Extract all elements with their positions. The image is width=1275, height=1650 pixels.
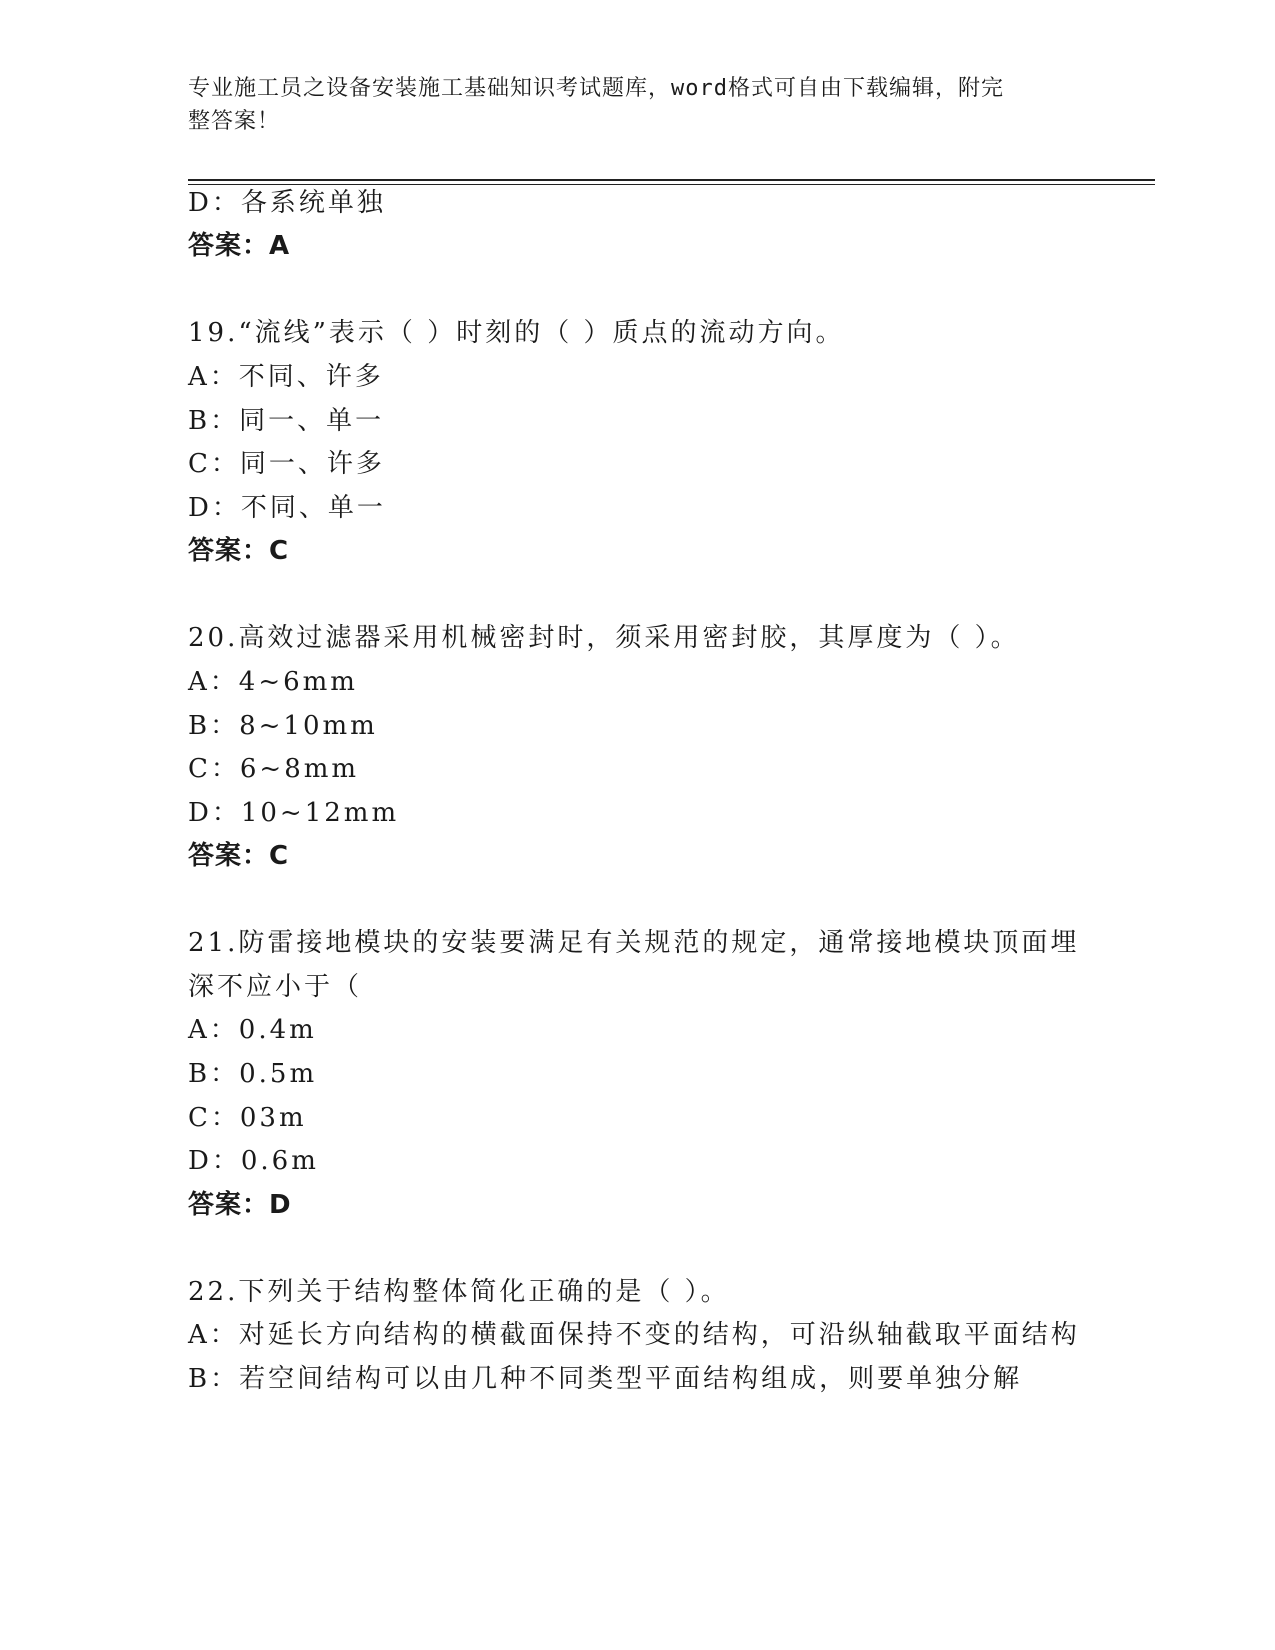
q20-stem: 20.高效过滤器采用机械密封时，须采用密封胶，其厚度为（ ）。 <box>188 623 1020 653</box>
q20-answer: 答案：C <box>188 841 290 871</box>
q21-option-d: D：0.6m <box>188 1146 319 1176</box>
q21-option-c: C：03m <box>188 1103 307 1133</box>
q22-option-b: B：若空间结构可以由几种不同类型平面结构组成，则要单独分解 <box>188 1364 1023 1394</box>
q21-option-a: A：0.4m <box>188 1015 317 1045</box>
header-title-line-2: 整答案！ <box>188 109 281 134</box>
q19-answer: 答案：C <box>188 536 290 566</box>
q21-answer: 答案：D <box>188 1190 292 1220</box>
q21-stem-line-1: 21.防雷接地模块的安装要满足有关规范的规定，通常接地模块顶面埋 <box>188 928 1080 958</box>
prev-option-d: D：各系统单独 <box>188 188 386 218</box>
q20-option-a: A：4~6mm <box>188 667 358 697</box>
header-divider-thick <box>188 179 1155 181</box>
q20-option-b: B：8~10mm <box>188 711 378 741</box>
q19-stem: 19.“流线”表示（ ）时刻的（ ）质点的流动方向。 <box>188 318 845 348</box>
q19-option-d: D：不同、单一 <box>188 493 386 523</box>
q19-option-b: B：同一、单一 <box>188 406 385 436</box>
prev-answer: 答案：A <box>188 231 291 261</box>
q21-option-b: B：0.5m <box>188 1059 318 1089</box>
q19-option-c: C：同一、许多 <box>188 449 385 479</box>
header-divider-thin <box>188 184 1155 185</box>
header-title-line-1: 专业施工员之设备安装施工基础知识考试题库，word格式可自由下载编辑，附完 <box>188 76 1004 101</box>
q21-stem-line-2: 深不应小于（ <box>188 972 363 1002</box>
q22-stem: 22.下列关于结构整体简化正确的是（ ）。 <box>188 1277 730 1307</box>
q20-option-c: C：6~8mm <box>188 754 360 784</box>
q20-option-d: D：10~12mm <box>188 798 400 828</box>
q19-option-a: A：不同、许多 <box>188 362 384 392</box>
q22-option-a: A：对延长方向结构的横截面保持不变的结构，可沿纵轴截取平面结构 <box>188 1320 1080 1350</box>
document-header <box>188 72 1068 138</box>
